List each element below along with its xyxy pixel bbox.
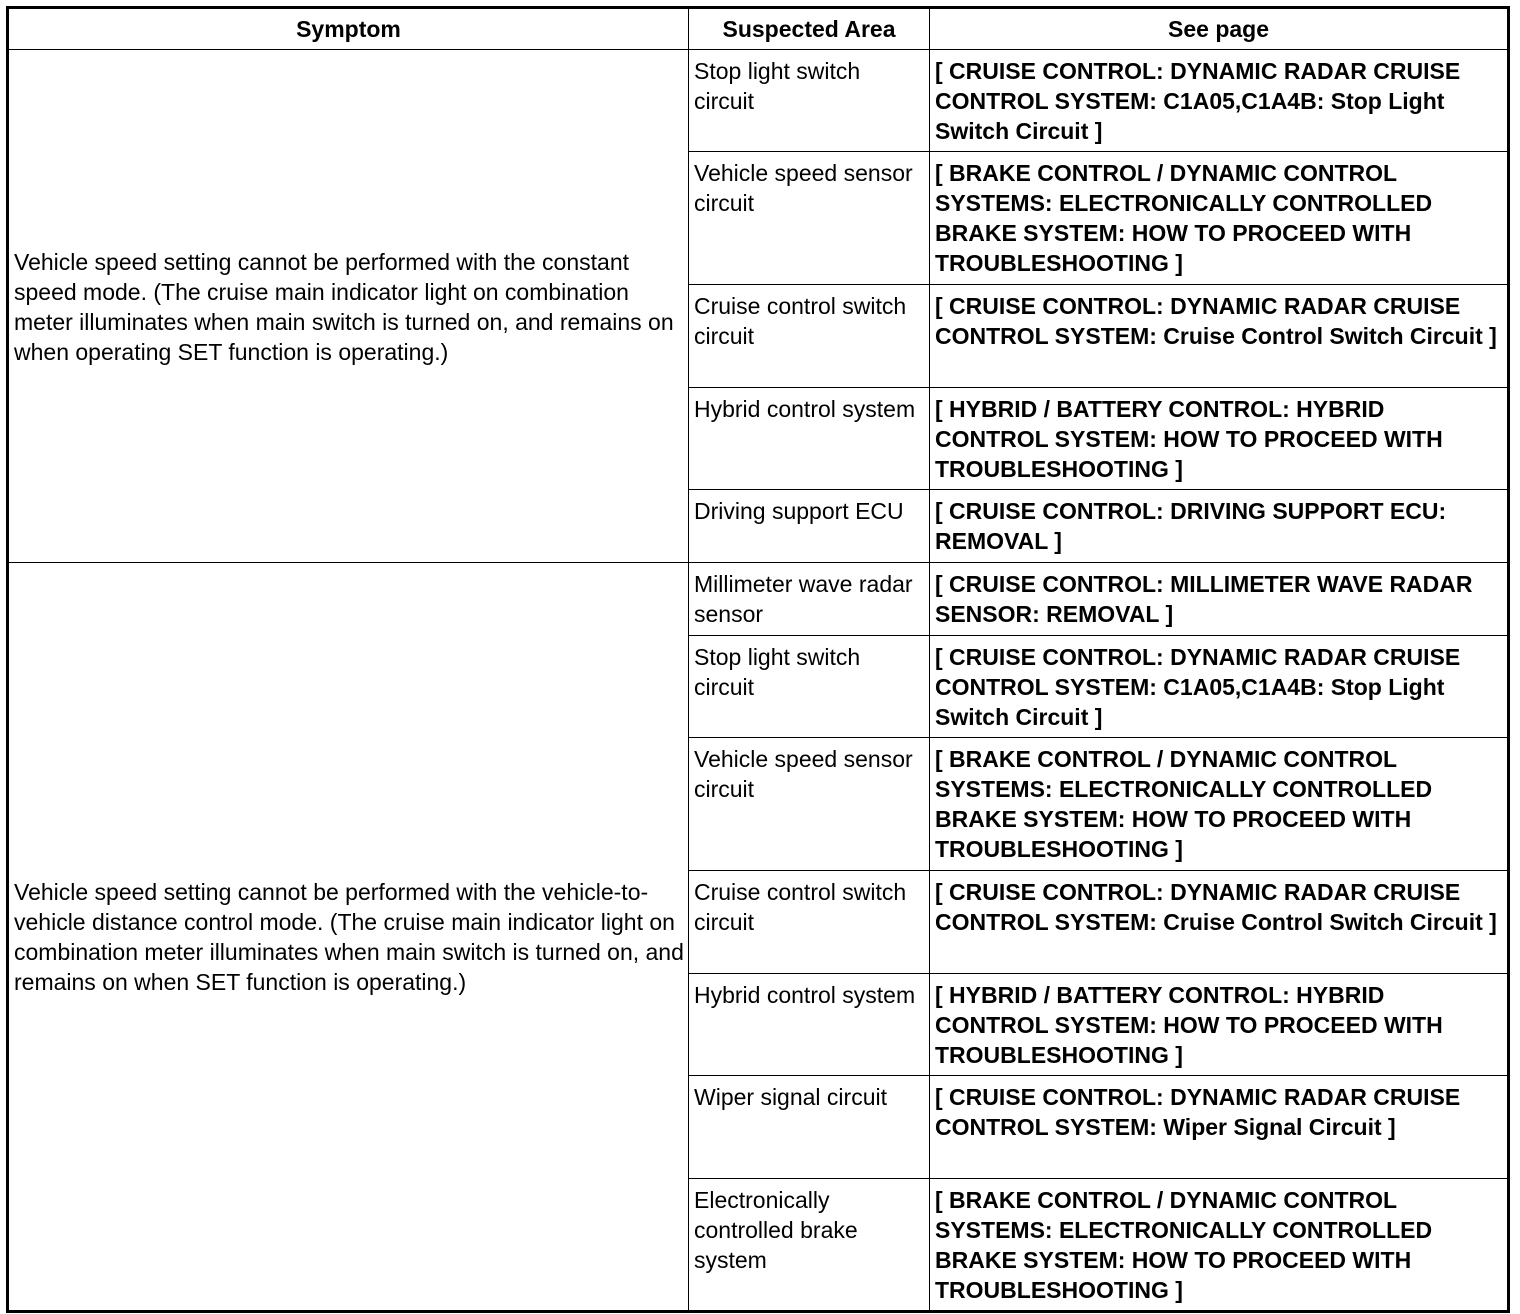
symptom-cell: Vehicle speed setting cannot be performed with the constant speed mode. (The cruise main indicator light on combination meter illuminates when main switch is turned on, and remains on when operating SET function is operating.) (8, 50, 689, 563)
see-page-link[interactable]: [ CRUISE CONTROL: DYNAMIC RADAR CRUISE CONTROL SYSTEM: Cruise Control Switch Circuit ] (930, 285, 1509, 388)
suspected-area-cell: Stop light switch circuit (689, 636, 930, 738)
suspected-area-cell: Cruise control switch circuit (689, 285, 930, 388)
document-page (6, 6, 1510, 1313)
suspected-area-cell: Cruise control switch circuit (689, 871, 930, 974)
see-page-link[interactable]: [ CRUISE CONTROL: DYNAMIC RADAR CRUISE CONTROL SYSTEM: Cruise Control Switch Circuit ] (930, 871, 1509, 974)
table-row (8, 50, 1509, 152)
suspected-area-cell: Millimeter wave radar sensor (689, 563, 930, 636)
suspected-area-cell: Electronically controlled brake system (689, 1179, 930, 1312)
see-page-link[interactable]: [ CRUISE CONTROL: DYNAMIC RADAR CRUISE CONTROL SYSTEM: Wiper Signal Circuit ] (930, 1076, 1509, 1179)
header-symptom: Symptom (8, 8, 689, 50)
troubleshooting-table (6, 6, 1510, 1313)
see-page-link[interactable]: [ BRAKE CONTROL / DYNAMIC CONTROL SYSTEMS: ELECTRONICALLY CONTROLLED BRAKE SYSTEM: HOW TO PROCEED WITH TROUBLESHOOTING ] (930, 738, 1509, 871)
see-page-link[interactable]: [ CRUISE CONTROL: DYNAMIC RADAR CRUISE CONTROL SYSTEM: C1A05,C1A4B: Stop Light Switch Circuit ] (930, 50, 1509, 152)
see-page-link[interactable]: [ BRAKE CONTROL / DYNAMIC CONTROL SYSTEMS: ELECTRONICALLY CONTROLLED BRAKE SYSTEM: HOW TO PROCEED WITH TROUBLESHOOTING ] (930, 1179, 1509, 1312)
suspected-area-cell: Stop light switch circuit (689, 50, 930, 152)
table-row (8, 563, 1509, 636)
suspected-area-cell: Wiper signal circuit (689, 1076, 930, 1179)
header-suspected-area: Suspected Area (689, 8, 930, 50)
see-page-link[interactable]: [ CRUISE CONTROL: DRIVING SUPPORT ECU: REMOVAL ] (930, 490, 1509, 563)
see-page-link[interactable]: [ HYBRID / BATTERY CONTROL: HYBRID CONTROL SYSTEM: HOW TO PROCEED WITH TROUBLESHOOTING ] (930, 974, 1509, 1076)
symptom-cell: Vehicle speed setting cannot be performed with the vehicle-to-vehicle distance control mode. (The cruise main indicator light on combination meter illuminates when main switch is turned on, and remains on when SET function is operating.) (8, 563, 689, 1312)
see-page-link[interactable]: [ HYBRID / BATTERY CONTROL: HYBRID CONTROL SYSTEM: HOW TO PROCEED WITH TROUBLESHOOTING ] (930, 388, 1509, 490)
see-page-link[interactable]: [ BRAKE CONTROL / DYNAMIC CONTROL SYSTEMS: ELECTRONICALLY CONTROLLED BRAKE SYSTEM: HOW TO PROCEED WITH TROUBLESHOOTING ] (930, 152, 1509, 285)
see-page-link[interactable]: [ CRUISE CONTROL: MILLIMETER WAVE RADAR SENSOR: REMOVAL ] (930, 563, 1509, 636)
suspected-area-cell: Hybrid control system (689, 388, 930, 490)
see-page-link[interactable]: [ CRUISE CONTROL: DYNAMIC RADAR CRUISE CONTROL SYSTEM: C1A05,C1A4B: Stop Light Switch Circuit ] (930, 636, 1509, 738)
suspected-area-cell: Driving support ECU (689, 490, 930, 563)
suspected-area-cell: Hybrid control system (689, 974, 930, 1076)
header-see-page: See page (930, 8, 1509, 50)
header-row (8, 8, 1509, 50)
suspected-area-cell: Vehicle speed sensor circuit (689, 152, 930, 285)
suspected-area-cell: Vehicle speed sensor circuit (689, 738, 930, 871)
